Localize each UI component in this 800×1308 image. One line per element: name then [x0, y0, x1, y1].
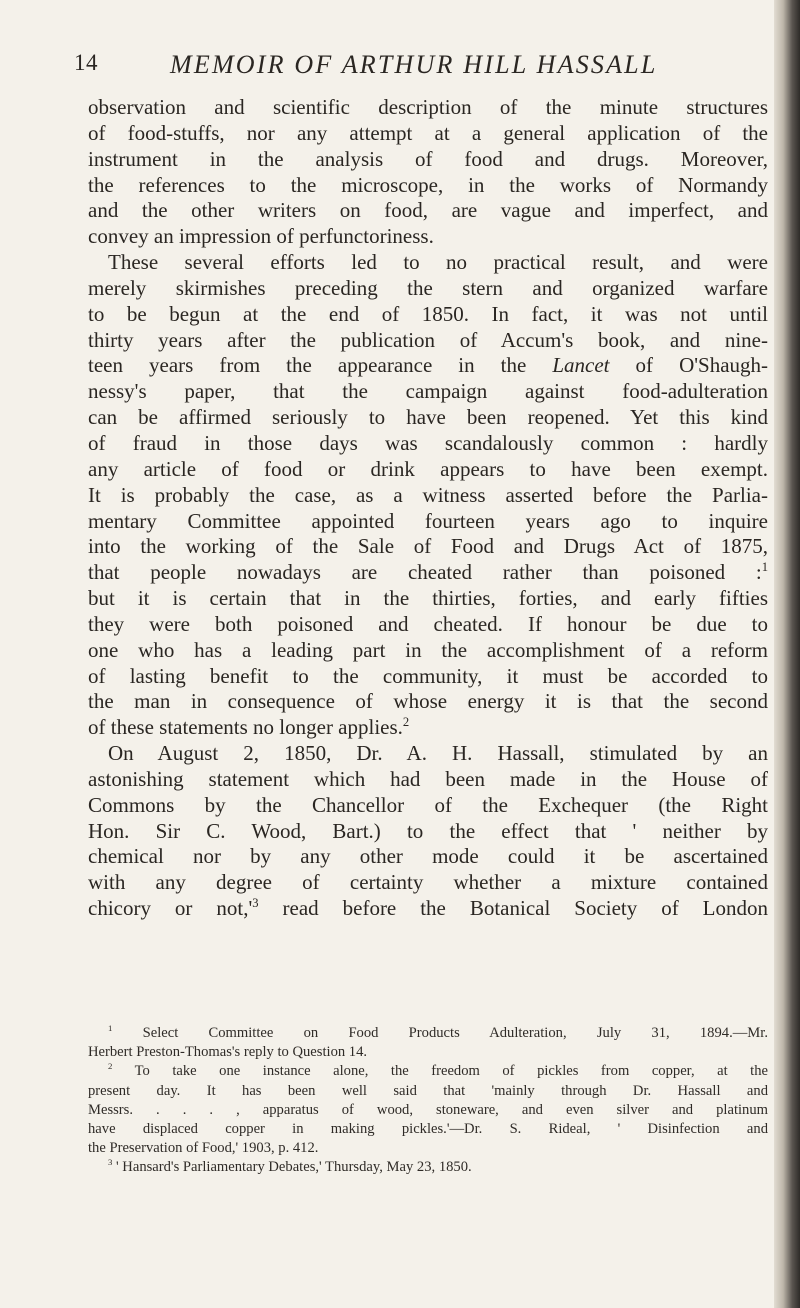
body-line-part: of O'Shaugh-	[635, 353, 769, 378]
page-number: 14	[74, 50, 98, 75]
body-line: they were both poisoned and cheated. If honour be due to	[88, 611, 768, 636]
body-line	[88, 353, 768, 379]
body-line: mentary Committee appointed fourteen years ago to inquire	[88, 508, 768, 533]
body-line	[88, 896, 768, 922]
body-line: to be begun at the end of 1850. In fact, it was not until	[88, 301, 768, 326]
body-line: These several efforts led to no practical result, and were	[108, 250, 768, 275]
footnote-line: have displaced copper in making pickles.'—Dr. S. Rideal, ' Disinfection and	[88, 1121, 768, 1138]
body-line: thirty years after the publication of Accum's book, and nine-	[88, 327, 768, 352]
footnote-text: To take one instance alone, the freedom of pickles from copper, at the	[134, 1063, 768, 1080]
footnote-line	[88, 1062, 768, 1081]
body-line: nessy's paper, that the campaign against food-adulteration	[88, 379, 768, 404]
body-line: chemical nor by any other mode could it be ascertained	[88, 844, 768, 869]
body-line: but it is certain that in the thirties, forties, and early fifties	[88, 586, 768, 611]
body-line: any article of food or drink appears to have been exempt.	[88, 456, 768, 481]
body-line: observation and scientific description of the minute structures	[88, 95, 768, 119]
body-line: the man in consequence of whose energy it is that the second	[88, 689, 768, 714]
body-line-part: chicory or not,'	[88, 896, 253, 921]
footnote-ref: 2	[402, 715, 410, 730]
page-header	[74, 50, 734, 90]
page-edge-shadow	[774, 0, 800, 1308]
body-line-part: read before the Botanical Society of London	[282, 896, 769, 921]
footnote-line	[88, 1024, 768, 1043]
running-head: MEMOIR OF ARTHUR HILL HASSALL	[170, 50, 658, 79]
footnote-line: Herbert Preston-Thomas's reply to Question 14.	[88, 1044, 368, 1061]
footnote-ref: 1	[761, 560, 768, 575]
body-line: Hon. Sir C. Wood, Bart.) to the effect that ' neither by	[88, 818, 768, 843]
body-line: of food-stuffs, nor any attempt at a general application of the	[88, 120, 768, 145]
body-line-part: of these statements no longer applies.	[88, 715, 403, 740]
body-text	[88, 95, 768, 922]
footnote-line: Messrs. . . . , apparatus of wood, stoneware, and even silver and platinum	[88, 1101, 768, 1118]
footnote-line: present day. It has been well said that 'mainly through Dr. Hassall and	[88, 1082, 768, 1099]
body-line: one who has a leading part in the accomplishment of a reform	[88, 637, 768, 662]
body-line: of fraud in those days was scandalously common : hardly	[88, 430, 768, 455]
body-line	[88, 560, 768, 586]
body-line: into the working of the Sale of Food and Drugs Act of 1875,	[88, 534, 768, 559]
body-line: instrument in the analysis of food and drugs. Moreover,	[88, 146, 768, 171]
body-line: and the other writers on food, are vague and imperfect, and	[88, 198, 768, 223]
body-line-part: teen years from the appearance in the	[88, 353, 527, 378]
body-line: It is probably the case, as a witness asserted before the Parlia-	[88, 482, 768, 507]
body-line-part: that people nowadays are cheated rather than poisoned :	[88, 560, 762, 585]
body-line: the references to the microscope, in the works of Normandy	[88, 172, 768, 197]
body-line: astonishing statement which had been made in the House of	[88, 766, 768, 791]
footnote-text: Select Committee on Food Products Adulteration, July 31, 1894.—Mr.	[142, 1025, 768, 1041]
footnote-number: 3	[108, 1157, 113, 1168]
body-line: On August 2, 1850, Dr. A. H. Hassall, stimulated by an	[108, 741, 768, 766]
footnote-ref: 3	[252, 896, 259, 911]
body-line	[88, 715, 768, 741]
footnotes	[88, 1024, 768, 1178]
footnote-line	[88, 1158, 768, 1177]
footnote-text: ' Hansard's Parliamentary Debates,' Thursday, May 23, 1850.	[116, 1159, 472, 1176]
body-line: Commons by the Chancellor of the Exchequer (the Right	[88, 792, 768, 817]
footnote-number: 1	[108, 1023, 113, 1034]
body-line: convey an impression of perfunctoriness.	[88, 224, 434, 249]
body-line: merely skirmishes preceding the stern and organized warfare	[88, 275, 768, 300]
body-line: with any degree of certainty whether a mixture contained	[88, 870, 768, 895]
body-line: of lasting benefit to the community, it must be accorded to	[88, 663, 768, 688]
journal-title: Lancet	[552, 353, 610, 378]
footnote-number: 2	[108, 1061, 113, 1072]
footnote-line: the Preservation of Food,' 1903, p. 412.	[88, 1140, 319, 1157]
body-line: can be affirmed seriously to have been reopened. Yet this kind	[88, 405, 768, 430]
